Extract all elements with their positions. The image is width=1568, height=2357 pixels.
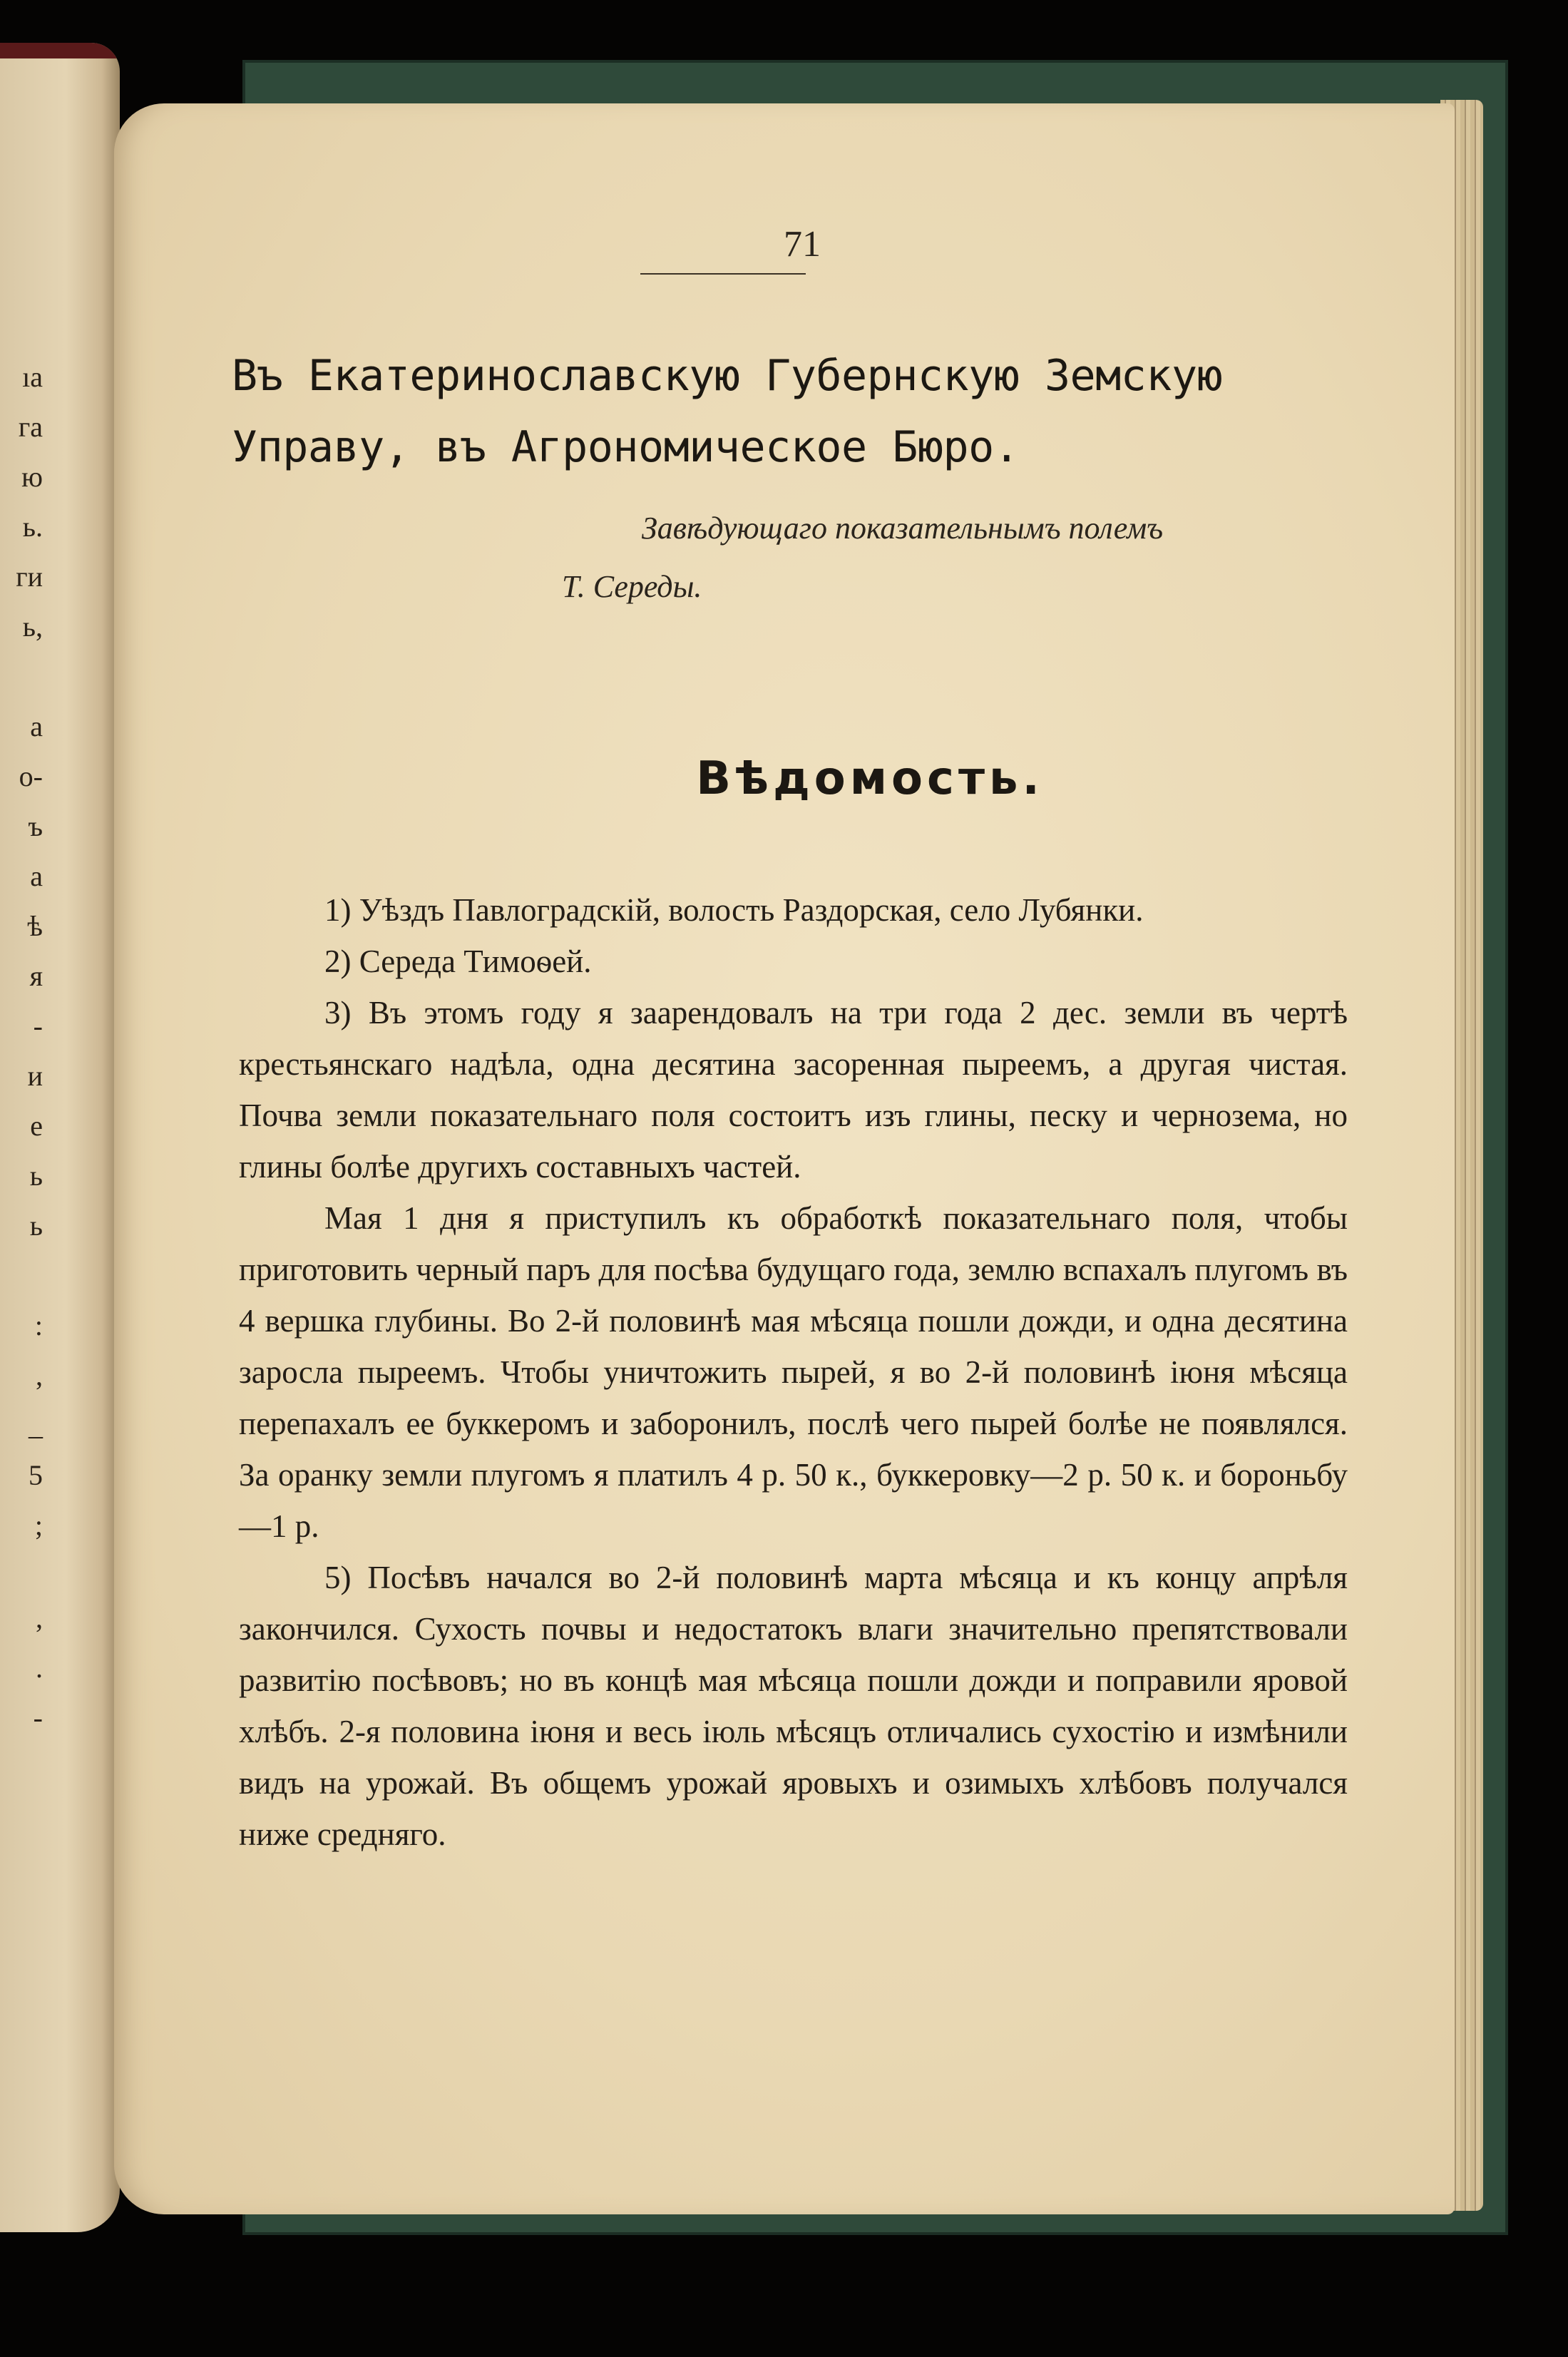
address-title-line-2: Управу, въ Агрономическое Бюро. [232,422,1020,472]
author-name: Т. Середы. [562,569,702,604]
left-facing-page [0,43,120,2232]
left-page-fragment: ь. [22,511,43,543]
left-page-fragment: : [34,1309,43,1341]
paragraph-1: 1) Уѣздъ Павлоградскій, волость Раздорская, село Лубянки. [324,892,1144,928]
document-heading: Вѣдомость. [696,752,1044,805]
page-number: 71 [784,224,821,265]
address-title [232,340,1344,483]
left-page-fragment: ь [29,1160,43,1192]
left-page-fragment: _ [29,1409,43,1441]
left-page-fragment: ; [34,1509,43,1541]
left-page-fragment: . [36,1652,43,1684]
left-page-fragment: , [36,1359,43,1391]
left-page-fragment: e [30,1110,43,1142]
left-page-fragment: a [30,710,43,742]
paragraph-5: 5) Посѣвъ начался во 2-й половинѣ марта мѣсяца и къ концу апрѣля закончился. Сухость почвы и недостатокъ влаги значительно препятствовали развитію посѣвовъ; но въ концѣ мая мѣсяца пошли дожди и поправили яровой хлѣбъ. 2-я половина іюня и весь іюль мѣсяцъ отличались сухостію и измѣнили видъ на урожай. Въ общемъ урожай яровыхъ и озимыхъ хлѣбовъ получался ниже средняго. [239,1560,1348,1852]
paragraph-2: 2) Середа Тимоѳей. [324,944,592,979]
paragraph-3: 3) Въ этомъ году я заарендовалъ на три года 2 дес. земли въ чертѣ крестьянскаго надѣла, одна десятина засоренная пыреемъ, а другая чистая. Почва земли показательнаго поля состоитъ изъ глины, песку и чернозема, но глины болѣе другихъ составныхъ частей. [239,995,1348,1185]
paragraph-4: Мая 1 дня я приступилъ къ обработкѣ показательнаго поля, чтобы приготовить черный паръ для посѣва будущаго года, землю вспахалъ плугомъ въ 4 вершка глубины. Во 2-й половинѣ мая мѣсяца пошли дожди, и одна десятина заросла пыреемъ. Чтобы уничтожить пырей, я во 2-й половинѣ іюня мѣсяца перепахалъ ее буккеромъ и заборонилъ, послѣ чего пырей болѣе не появлялся. За оранку земли плугомъ я платилъ 4 р. 50 к., буккеровку—2 р. 50 к. и бороньбу—1 р. [239,1200,1348,1544]
left-page-fragment: ѣ [27,910,43,942]
left-page-fragment: о- [19,760,43,792]
left-page-fragment: ги [16,561,43,593]
left-page-fragment: ь [29,1210,43,1242]
left-page-fragment: 5 [29,1459,43,1491]
document-body [239,884,1348,1860]
left-page-fragment: и [27,1060,43,1092]
page-number-rule [640,273,806,275]
left-page-fragment: ю [21,461,43,493]
left-page-fragment: ъ [28,810,43,842]
left-page-fragment: - [33,1702,43,1734]
left-page-fragment: ь, [22,610,43,643]
left-page-fragment: , [36,1602,43,1634]
left-page-fragment: га [18,411,43,443]
left-page-fragment: ıa [22,361,43,393]
left-page-fragment: я [29,960,43,992]
author-position: Завѣдующаго показательнымъ полемъ [642,511,1164,546]
book-page [114,103,1455,2214]
left-page-fragment: - [33,1010,43,1042]
address-title-line-1: Въ Екатеринославскую Губернскую Земскую [232,351,1223,401]
left-page-fragment: a [30,860,43,892]
